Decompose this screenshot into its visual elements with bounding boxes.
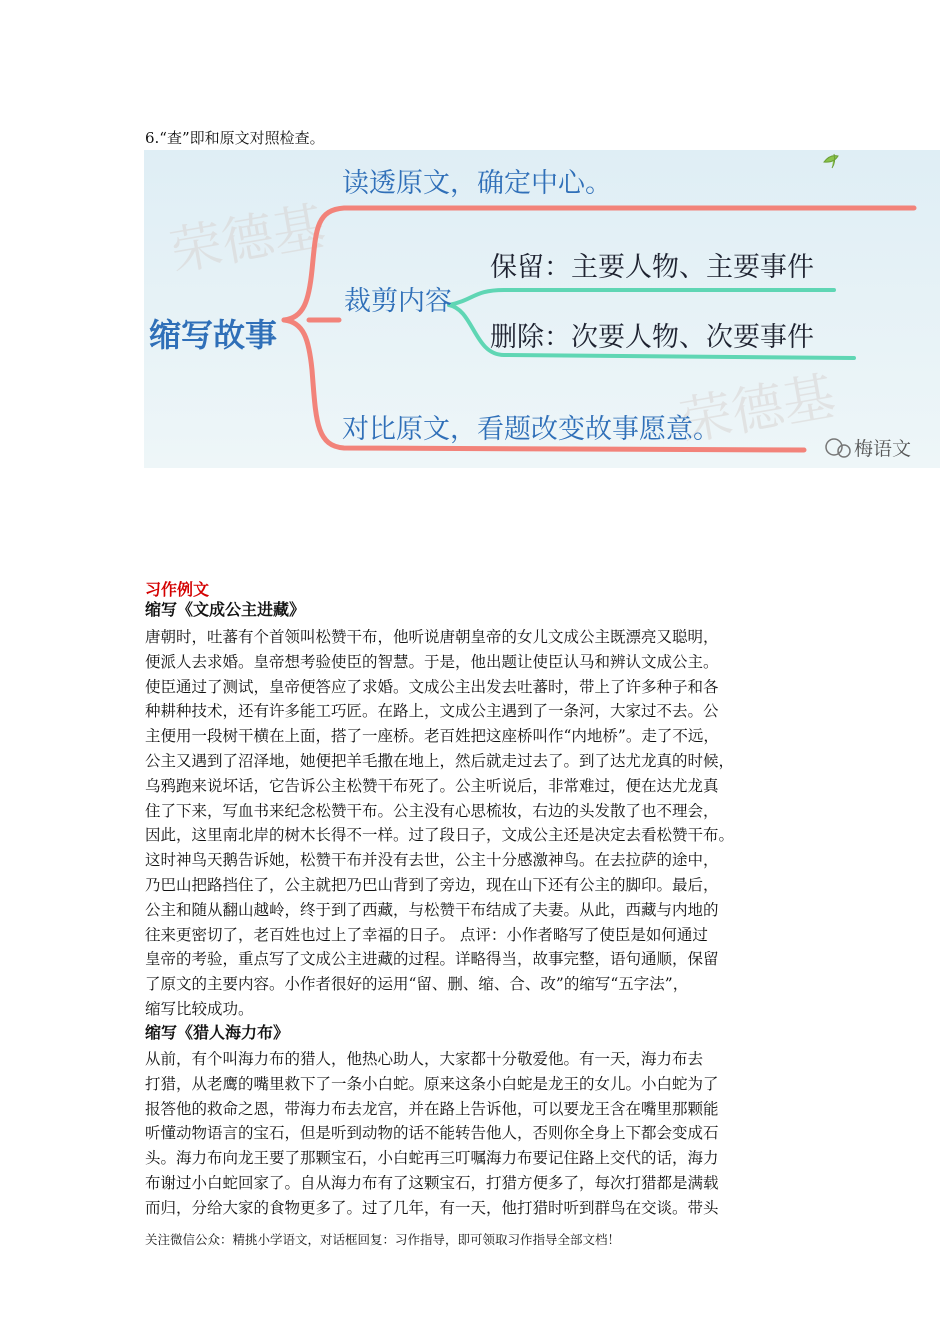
paragraph-line: 因此，这里南北岸的树木长得不一样。过了段日子，文成公主还是决定去看松赞干布。 [145,826,735,845]
paragraph-line: 这时神鸟天鹅告诉她，松赞干布并没有去世，公主十分感激神鸟。在去拉萨的途中， [145,851,719,870]
paragraph-line: 便派人去求婚。皇帝想考验使臣的智慧。于是，他出题让使臣认马和辨认文成公主。 [145,652,719,671]
footer-note: 关注微信公众：精挑小学语文，对话框回复：习作指导，即可领取习作指导全部文档！ [145,1232,621,1247]
mindmap-image [144,150,940,468]
essay2-body [145,1047,805,1221]
paragraph-line: 报答他的救命之恩，带海力布去龙宫，并在路上告诉他，可以要龙王含在嘴里那颗能 [145,1099,719,1118]
mindmap-badge: 梅语文 [854,438,912,460]
watermark-bottom: 荣德基 [675,366,840,453]
paragraph-line: 公主和随从翻山越岭，终于到了西藏，与松赞干布结成了夫妻。从此，西藏与内地的 [145,900,719,919]
essay2-title: 缩写《猎人海力布》 [145,1023,290,1042]
mindmap-center: 缩写故事 [149,316,278,354]
mindmap-bottom: 对比原文，看题改变故事愿意。 [342,414,720,445]
essay1-body [145,625,805,1022]
mindmap-keep: 保留：主要人物、主要事件 [490,252,814,283]
paragraph-line: 乃巴山把路挡住了，公主就把乃巴山背到了旁边，现在山下还有公主的脚印。最后， [145,875,719,894]
paragraph-line: 打猎，从老鹰的嘴里救下了一条小白蛇。原来这条小白蛇是龙王的女儿。小白蛇为了 [145,1074,719,1093]
paragraph-line: 了原文的主要内容。小作者很好的运用“留、删、缩、合、改”的缩写“五字法”， [145,975,689,994]
paragraph-line: 皇帝的考验，重点写了文成公主进藏的过程。详略得当，故事完整，语句通顺，保留 [145,950,719,969]
paragraph-line: 缩写比较成功。 [145,999,254,1018]
paragraph-line: 唐朝时，吐蕃有个首领叫松赞干布，他听说唐朝皇帝的女儿文成公主既漂亮又聪明， [145,628,719,646]
section-heading: 习作例文 [145,580,210,599]
paragraph-line: 乌鸦跑来说坏话，它告诉公主松赞干布死了。公主听说后，非常难过，便在达尤龙真 [145,776,719,795]
paragraph-line: 从前，有个叫海力布的猎人，他热心助人，大家都十分敬爱他。有一天，海力布去 [145,1050,704,1068]
paragraph-line: 使臣通过了测试，皇帝便答应了求婚。文成公主出发去吐蕃时，带上了许多种子和各 [145,677,719,696]
paragraph-line: 而归，分给大家的食物更多了。过了几年，有一天，他打猎时听到群鸟在交谈。带头 [145,1198,719,1217]
essay1-title: 缩写《文成公主进藏》 [145,600,306,619]
paragraph-line: 种耕种技术，还有许多能工巧匠。在路上，文成公主遇到了一条河，大家过不去。公 [145,702,719,721]
mindmap-graphic [144,150,940,468]
paragraph-line: 布谢过小白蛇回家了。自从海力布有了这颗宝石，打猎方便多了，每次打猎都是满载 [145,1173,719,1192]
watermark-top: 荣德基 [165,196,330,283]
paragraph-line: 公主又遇到了沼泽地，她便把羊毛撒在地上，然后就走过去了。到了达尤龙真的时候， [145,751,735,770]
mindmap-top: 读透原文，确定中心。 [342,168,612,199]
paragraph-line: 住了下来，写血书来纪念松赞干布。公主没有心思梳妆，右边的头发散了也不理会， [145,801,719,820]
paragraph-line: 主便用一段树干横在上面，搭了一座桥。老百姓把这座桥叫作“内地桥”。走了不远， [145,727,719,746]
mindmap-middle: 裁剪内容 [344,286,452,317]
mindmap-delete: 删除：次要人物、次要事件 [490,322,814,353]
paragraph-line: 往来更密切了，老百姓也过上了幸福的日子。 点评：小作者略写了使臣是如何通过 [145,925,708,944]
paragraph-line: 听懂动物语言的宝石，但是听到动物的话不能转告他人，否则你全身上下都会变成石 [145,1124,719,1143]
step-six-text: 6.“查”即和原文对照检查。 [145,129,325,147]
paragraph-line: 头。海力布向龙王要了那颗宝石，小白蛇再三叮嘱海力布要记住路上交代的话，海力 [145,1149,719,1168]
